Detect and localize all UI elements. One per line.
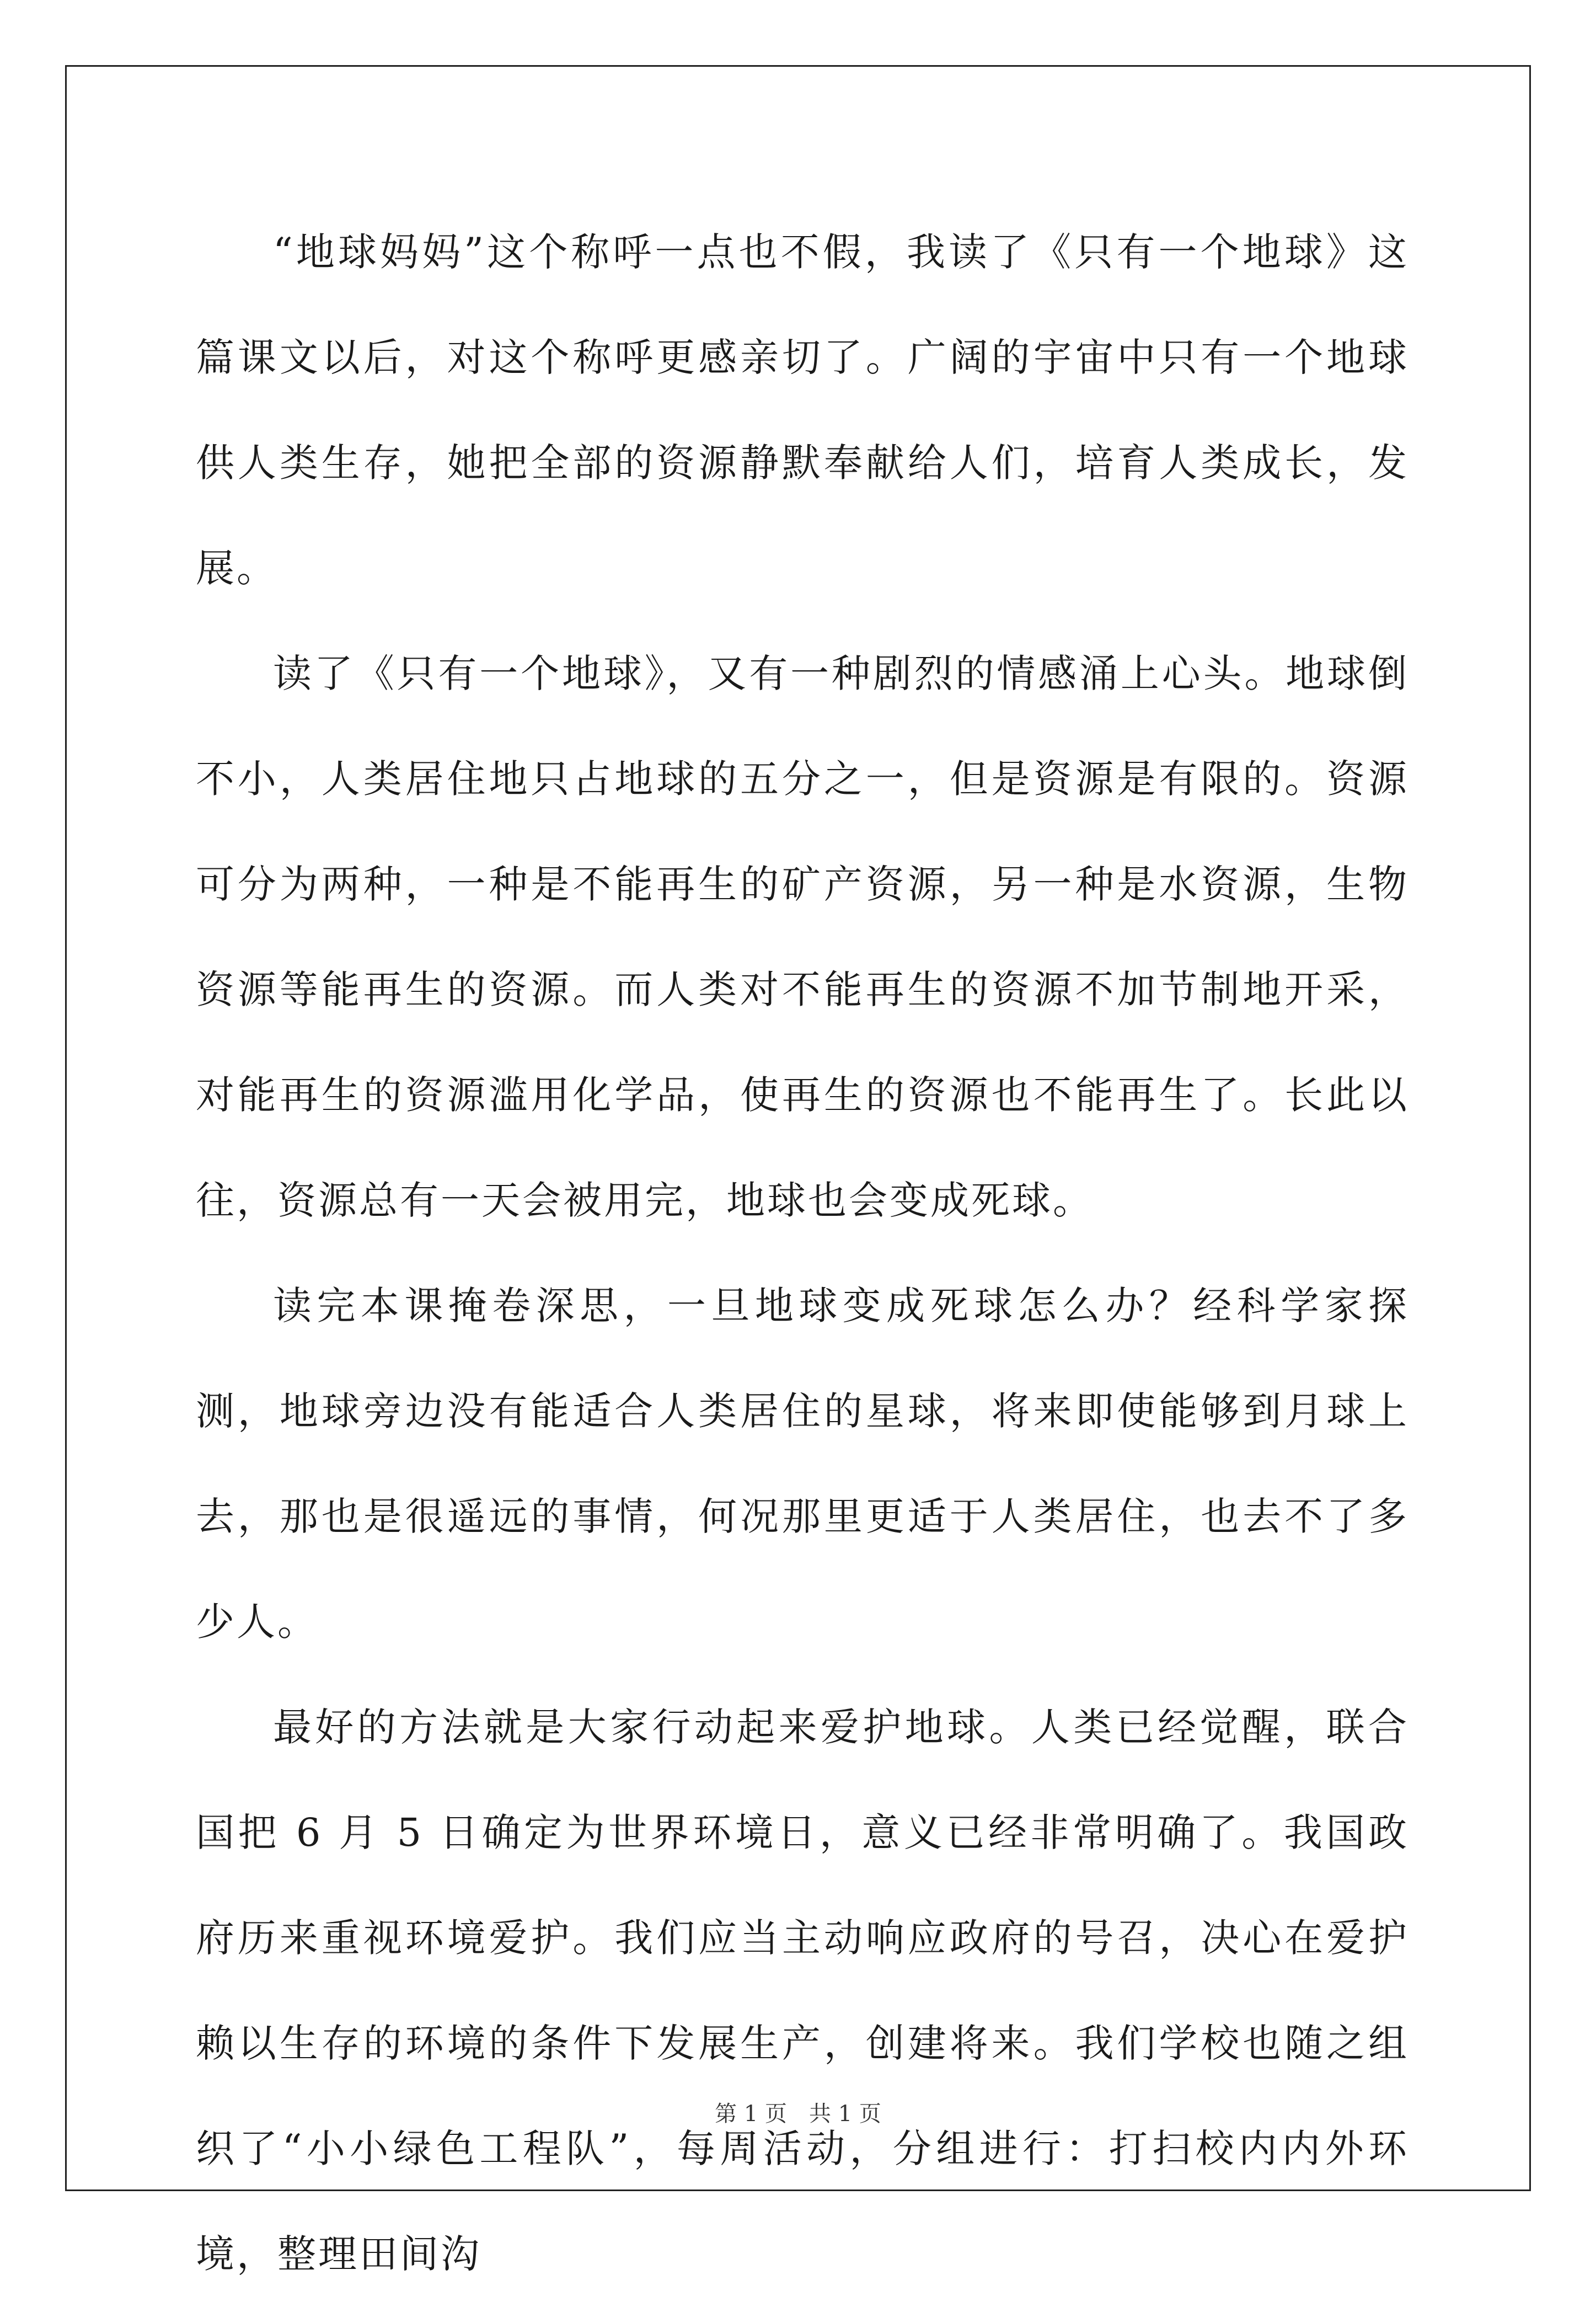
paragraph-3: 读完本课掩卷深思，一旦地球变成死球怎么办？经科学家探测，地球旁边没有能适合人类居住的星球，将来即使能够到月球上去，那也是很遥远的事情，何况那里更适于人类居住，也去不了多少人。: [196, 1283, 1409, 1644]
document-body: [196, 200, 1409, 2307]
page-number-footer: 第 1 页 共 1 页: [715, 2101, 881, 2127]
paragraph-2: 读了《只有一个地球》，又有一种剧烈的情感涌上心头。地球倒不小，人类居住地只占地球的五分之一，但是资源是有限的。资源可分为两种，一种是不能再生的矿产资源，另一种是水资源，生物资源等能再生的资源。而人类对不能再生的资源不加节制地开采，对能再生的资源滥用化学品，使再生的资源也不能再生了。长此以往，资源总有一天会被用完，地球也会变成死球。: [196, 651, 1409, 1223]
paragraph-1: “地球妈妈”这个称呼一点也不假，我读了《只有一个地球》这篇课文以后，对这个称呼更感亲切了。广阔的宇宙中只有一个地球供人类生存，她把全部的资源静默奉献给人们，培育人类成长，发展。: [196, 229, 1409, 591]
paragraph-4: 最好的方法就是大家行动起来爱护地球。人类已经觉醒，联合国把 6 月 5 日确定为世界环境日，意义已经非常明确了。我国政府历来重视环境爱护。我们应当主动响应政府的号召，决心在爱护赖以生存的环境的条件下发展生产，创建将来。我们学校也随之组织了“小小绿色工程队”，每周活动，分组进行：打扫校内内外环境，整理田间沟: [196, 1705, 1409, 2277]
